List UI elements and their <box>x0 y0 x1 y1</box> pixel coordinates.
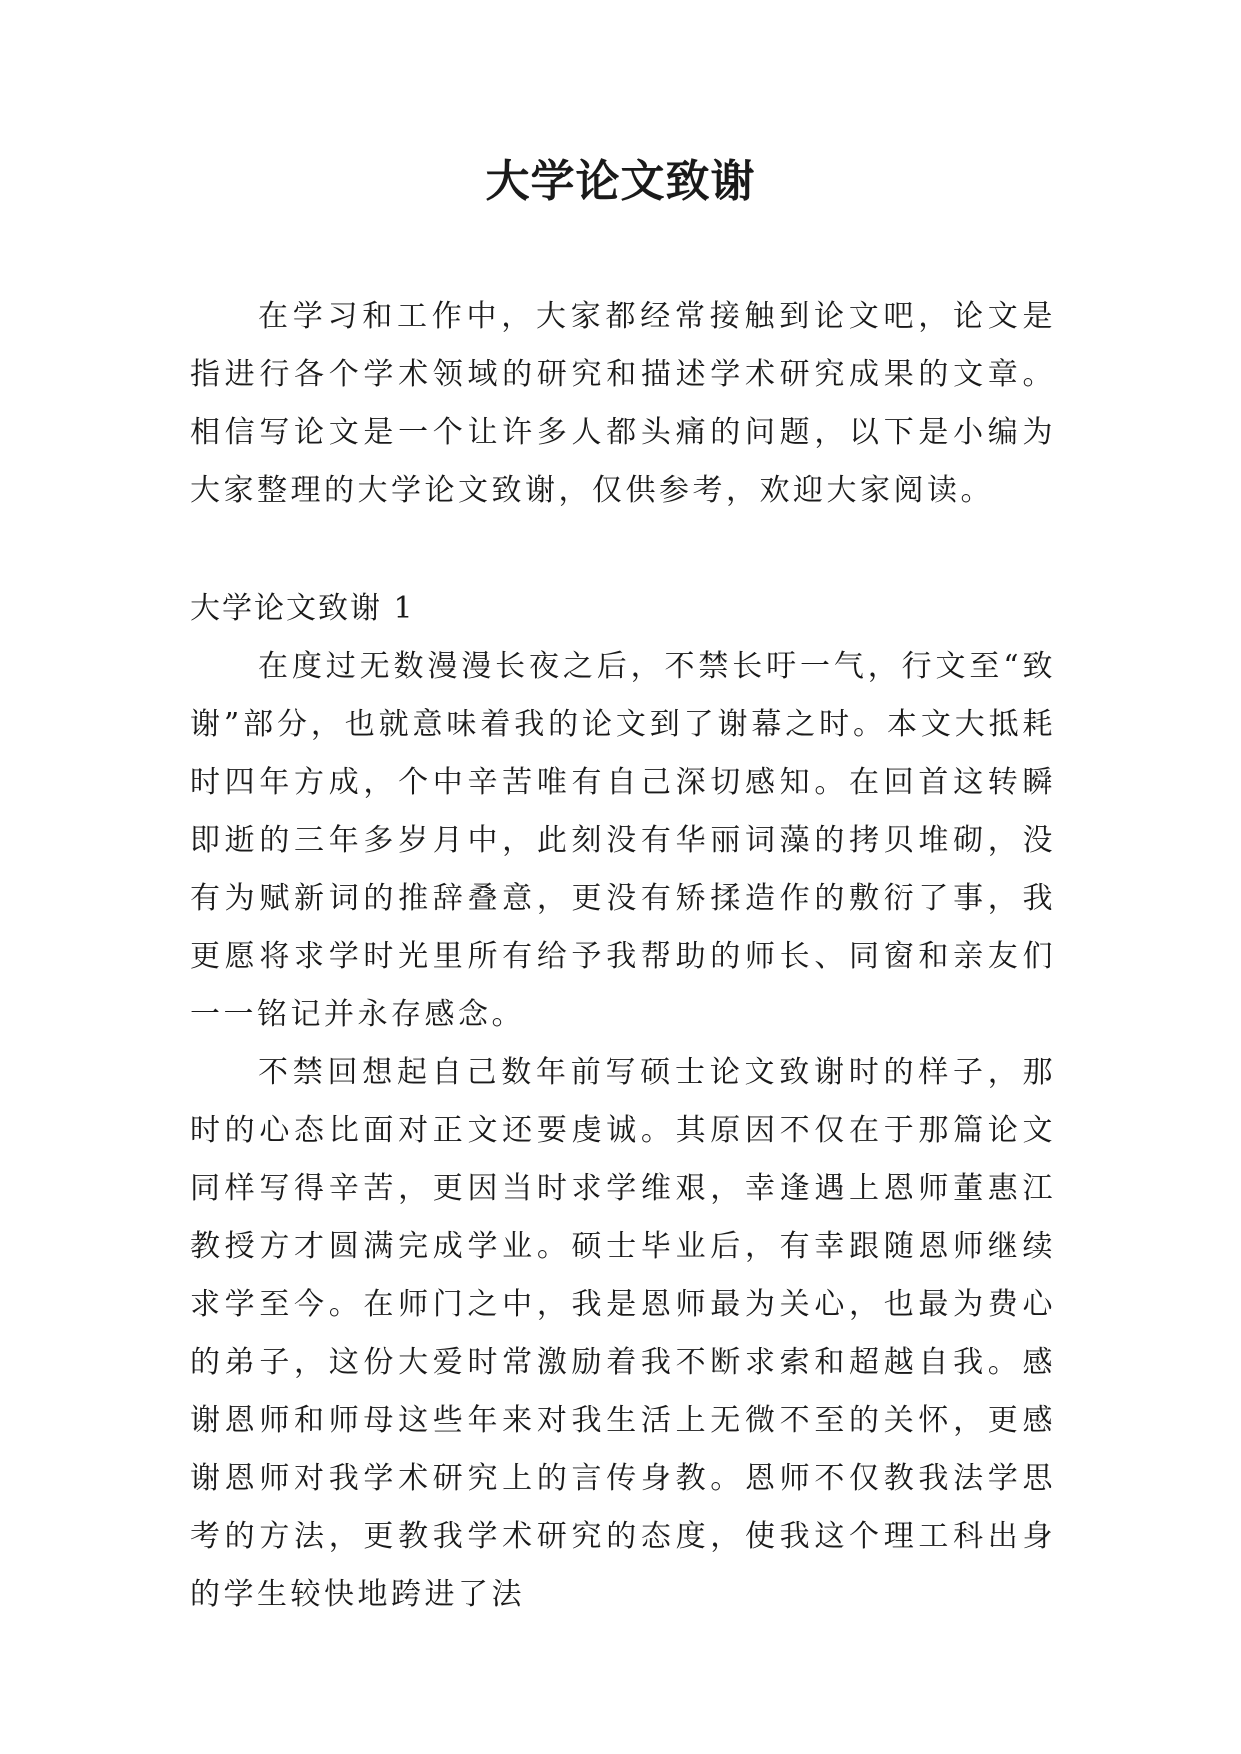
document-title: 大学论文致谢 <box>485 156 756 207</box>
body-paragraph-1: 在度过无数漫漫长夜之后，不禁长吁一气，行文至“致谢”部分，也就意味着我的论文到了谢幕之时。本文大抵耗时四年方成，个中辛苦唯有自己深切感知。在回首这转瞬即逝的三年多岁月中，此刻没有华丽词藻的拷贝堆砌，没有为赋新词的推辞叠意，更没有矫揉造作的敷衍了事，我更愿将求学时光里所有给予我帮助的师长、同窗和亲友们一一铭记并永存感念。 <box>190 649 1056 1032</box>
section-body <box>190 638 1056 1624</box>
intro-paragraph: 在学习和工作中，大家都经常接触到论文吧，论文是指进行各个学术领域的研究和描述学术研究成果的文章。相信写论文是一个让许多人都头痛的问题，以下是小编为大家整理的大学论文致谢，仅供参考，欢迎大家阅读。 <box>190 299 1056 508</box>
section-heading: 大学论文致谢 1 <box>190 591 415 626</box>
body-paragraph-2: 不禁回想起自己数年前写硕士论文致谢时的样子，那时的心态比面对正文还要虔诚。其原因不仅在于那篇论文同样写得辛苦，更因当时求学维艰，幸逢遇上恩师董惠江教授方才圆满完成学业。硕士毕业后，有幸跟随恩师继续求学至今。在师门之中，我是恩师最为关心，也最为费心的弟子，这份大爱时常激励着我不断求索和超越自我。感谢恩师和师母这些年来对我生活上无微不至的关怀，更感谢恩师对我学术研究上的言传身教。恩师不仅教我法学思考的方法，更教我学术研究的态度，使我这个理工科出身的学生较快地跨进了法 <box>190 1055 1056 1612</box>
